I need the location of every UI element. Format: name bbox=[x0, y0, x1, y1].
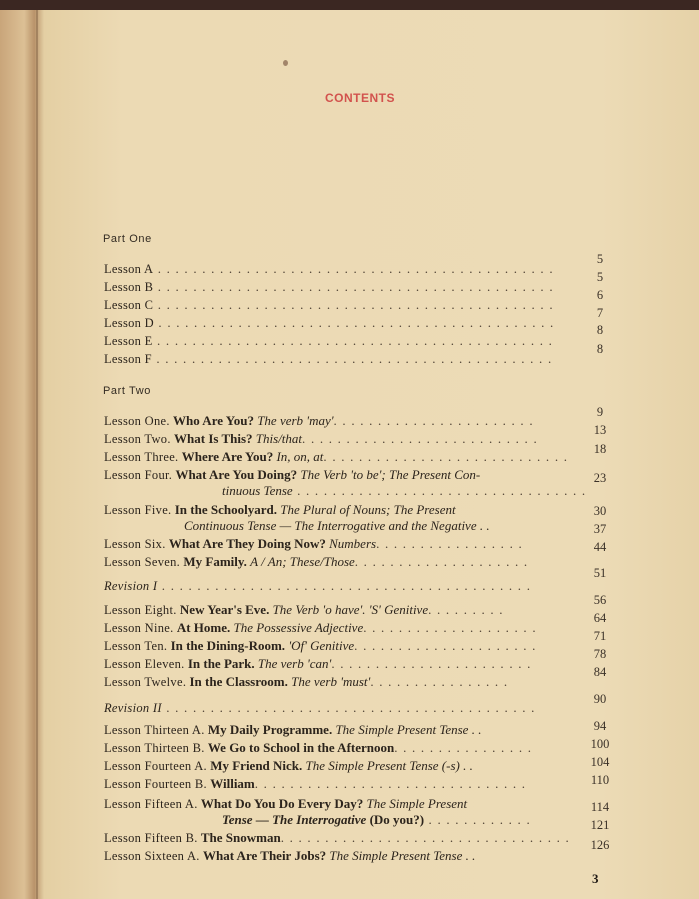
grammar-topic-cont-tail: (Do you?) bbox=[369, 812, 425, 827]
leader-dots: . . . . . . . . . . . . . . . . . . . . . . . bbox=[333, 413, 534, 428]
lesson-label: Lesson Twelve. bbox=[104, 675, 187, 689]
grammar-topic: The Verb 'o have'. 'S' Genitive bbox=[272, 602, 429, 617]
page-ref: 13 bbox=[593, 423, 607, 437]
lesson-label: Lesson Eleven. bbox=[104, 657, 185, 671]
lesson-title: My Friend Nick. bbox=[210, 758, 303, 773]
grammar-topic: The verb 'may' bbox=[257, 413, 334, 428]
toc-entry bbox=[104, 830, 570, 846]
part-one-heading: Part One bbox=[103, 233, 152, 245]
leader-dots: . . . . . . . . . . . . . . . . . . . . . . . . . . . . . . . bbox=[254, 776, 527, 791]
toc-entry bbox=[104, 333, 553, 349]
grammar-topic: The Simple Present bbox=[366, 796, 468, 811]
revision-label: Revision II bbox=[104, 701, 162, 715]
book-top-edge bbox=[0, 0, 699, 10]
page-ref: 104 bbox=[590, 755, 610, 769]
grammar-topic-cont: tinuous Tense bbox=[222, 483, 293, 498]
toc-entry bbox=[104, 536, 523, 552]
lesson-title: William bbox=[210, 776, 255, 791]
page-ref: 100 bbox=[590, 737, 610, 751]
page-ref: 84 bbox=[593, 665, 607, 679]
page-ref: 9 bbox=[596, 405, 604, 419]
toc-entry bbox=[104, 413, 534, 429]
toc-entry bbox=[104, 315, 554, 331]
toc-entry bbox=[104, 620, 537, 636]
lesson-label: Lesson D bbox=[104, 316, 154, 330]
page-ref: 78 bbox=[593, 647, 607, 661]
leader-dots: . . . . . . . . . . . . bbox=[424, 812, 531, 827]
spine-fold bbox=[36, 10, 38, 899]
lesson-label: Lesson C bbox=[104, 298, 154, 312]
toc-entry bbox=[104, 740, 532, 756]
page-ref: 114 bbox=[590, 800, 610, 814]
page-ref: 90 bbox=[593, 692, 607, 706]
lesson-title: The Snowman bbox=[200, 830, 281, 845]
toc-entry bbox=[104, 848, 475, 864]
toc-entry bbox=[104, 297, 554, 313]
leader-dots: . . . . . . . . . . . . . . . . . . . . . . . . . . . . . . . . . . . . . . . . . . . . . bbox=[153, 315, 555, 330]
leader-dots: . . . . . . . . . . . . . . . . . . . . bbox=[363, 620, 537, 635]
toc-entry bbox=[104, 776, 526, 792]
grammar-topic: The Simple Present Tense . . bbox=[329, 848, 476, 863]
page-ref: 8 bbox=[596, 342, 604, 356]
grammar-topic: 'Of' Genitive bbox=[288, 638, 355, 653]
lesson-label: Lesson A bbox=[104, 262, 154, 276]
lesson-title: In the Park. bbox=[187, 656, 255, 671]
lesson-label: Lesson Sixteen A. bbox=[104, 849, 200, 863]
toc-entry bbox=[104, 796, 467, 812]
grammar-topic: A / An; These/Those bbox=[250, 554, 355, 569]
leader-dots: . . . . . . . . . . . . . . . . . . . . . . . . . . . . . . . . . bbox=[292, 483, 587, 498]
grammar-topic-cont: Tense — The Interrogative bbox=[222, 812, 367, 827]
page-number: 3 bbox=[592, 871, 599, 886]
page-ref: 5 bbox=[596, 270, 604, 284]
lesson-label: Lesson E bbox=[104, 334, 153, 348]
lesson-label: Lesson One. bbox=[104, 414, 170, 428]
leader-dots: . . . . . . . . . . . . . . . . bbox=[394, 740, 533, 755]
grammar-topic-cont: Continuous Tense — The Interrogative and the Negative . . bbox=[184, 518, 490, 533]
lesson-label: Lesson Fourteen B. bbox=[104, 777, 207, 791]
leader-dots: . . . . . . . . . . . . . . . . . . . . . bbox=[354, 638, 537, 653]
page-ref: 23 bbox=[593, 471, 607, 485]
lesson-label: Lesson Three. bbox=[104, 450, 179, 464]
page-ref: 121 bbox=[590, 818, 610, 832]
toc-entry-continuation bbox=[222, 483, 586, 499]
toc-entry bbox=[104, 656, 532, 672]
grammar-topic: The Possessive Adjective bbox=[233, 620, 364, 635]
page-title: CONTENTS bbox=[325, 91, 395, 105]
page-ref: 44 bbox=[593, 540, 607, 554]
toc-entry bbox=[104, 758, 473, 774]
toc-entry bbox=[104, 261, 554, 277]
lesson-title: What Are You Doing? bbox=[175, 467, 298, 482]
toc-entry bbox=[104, 602, 504, 618]
toc-entry bbox=[104, 638, 537, 654]
page-ref: 18 bbox=[593, 442, 607, 456]
page-ref: 94 bbox=[593, 719, 607, 733]
grammar-topic: This/that bbox=[255, 431, 303, 446]
toc-entry bbox=[104, 279, 554, 295]
page-ref: 30 bbox=[593, 504, 607, 518]
lesson-label: Lesson Fourteen A. bbox=[104, 759, 207, 773]
leader-dots: . . . . . . . . . . . . . . . . . . . . . . . . . . . . bbox=[323, 449, 569, 464]
toc-entry bbox=[104, 502, 456, 518]
paper-spot bbox=[283, 60, 288, 66]
toc-entry-continuation bbox=[222, 812, 531, 828]
leader-dots: . . . . . . . . . . . . . . . . . . . . . . . . . . . . . . . . . . . . . . . . . . bbox=[161, 700, 536, 715]
leader-dots: . . . . . . . . . . . . . . . . . . . . . . . . . . . . . . . . . . . . . . . . . . . . . bbox=[153, 261, 554, 276]
lesson-label: Lesson Nine. bbox=[104, 621, 174, 635]
page-ref: 8 bbox=[596, 323, 604, 337]
lesson-title: My Daily Programme. bbox=[207, 722, 333, 737]
page-ref: 7 bbox=[596, 306, 604, 320]
lesson-label: Lesson Two. bbox=[104, 432, 171, 446]
page-ref: 110 bbox=[590, 773, 610, 787]
page-ref: 37 bbox=[593, 522, 607, 536]
page-ref: 56 bbox=[593, 593, 607, 607]
page-ref: 6 bbox=[596, 288, 604, 302]
lesson-title: What Do You Do Every Day? bbox=[200, 796, 364, 811]
grammar-topic: Numbers bbox=[329, 536, 377, 551]
leader-dots: . . . . . . . . . bbox=[428, 602, 504, 617]
lesson-label: Lesson Five. bbox=[104, 503, 172, 517]
lesson-label: Lesson Ten. bbox=[104, 639, 168, 653]
page-ref: 51 bbox=[593, 566, 607, 580]
lesson-label: Lesson F bbox=[104, 352, 152, 366]
page-ref: 64 bbox=[593, 611, 607, 625]
leader-dots: . . . . . . . . . . . . . . . . . . . . . . . . . . . . . . . . . . . . . . . . . . bbox=[157, 578, 532, 593]
lesson-label: Lesson Four. bbox=[104, 468, 173, 482]
toc-entry bbox=[104, 431, 538, 447]
page-ref: 126 bbox=[590, 838, 610, 852]
lesson-label: Lesson Six. bbox=[104, 537, 166, 551]
lesson-label: Lesson Fifteen B. bbox=[104, 831, 198, 845]
part-two-heading: Part Two bbox=[103, 385, 152, 397]
lesson-label: Lesson Thirteen B. bbox=[104, 741, 205, 755]
leader-dots: . . . . . . . . . . . . . . . . . . . . . . . . . . . . . . . . . . . . . . . . . . . . . bbox=[153, 279, 554, 294]
lesson-title: What Are They Doing Now? bbox=[168, 536, 326, 551]
grammar-topic: The Verb 'to be'; The Present Con- bbox=[300, 467, 481, 482]
toc-entry-continuation bbox=[184, 518, 490, 534]
lesson-title: What Is This? bbox=[174, 431, 253, 446]
page-ref: 5 bbox=[596, 252, 604, 266]
leader-dots: . . . . . . . . . . . . . . . . . . . . . . . . . . . . . . . . . . . . . . . . . . . . . bbox=[153, 297, 554, 312]
page-ref: 71 bbox=[593, 629, 607, 643]
grammar-topic: In, on, at bbox=[276, 449, 324, 464]
grammar-topic: The verb 'must' bbox=[291, 674, 371, 689]
leader-dots: . . . . . . . . . . . . . . . . . . . . . . . . . . . . . . . . . bbox=[280, 830, 570, 845]
lesson-title: Where Are You? bbox=[181, 449, 274, 464]
leader-dots: . . . . . . . . . . . . . . . . . . . . . . . bbox=[331, 656, 532, 671]
leader-dots: . . . . . . . . . . . . . . . . . . . . . . . . . . . . . . . . . . . . . . . . . . . . . bbox=[151, 351, 553, 366]
lesson-title: In the Classroom. bbox=[189, 674, 288, 689]
grammar-topic: The Simple Present Tense . . bbox=[335, 722, 482, 737]
lesson-label: Lesson B bbox=[104, 280, 154, 294]
lesson-title: In the Dining-Room. bbox=[170, 638, 286, 653]
leader-dots: . . . . . . . . . . . . . . . . . . . . . . . . . . . bbox=[302, 431, 538, 446]
toc-entry-revision bbox=[104, 700, 536, 716]
lesson-title: In the Schoolyard. bbox=[174, 502, 277, 517]
leader-dots: . . . . . . . . . . . . . . . . . . . . bbox=[354, 554, 529, 569]
toc-entry-revision bbox=[104, 578, 531, 594]
grammar-topic: The Plural of Nouns; The Present bbox=[280, 502, 456, 517]
lesson-title: My Family. bbox=[183, 554, 247, 569]
toc-entry bbox=[104, 467, 480, 483]
lesson-title: What Are Their Jobs? bbox=[202, 848, 327, 863]
lesson-label: Lesson Seven. bbox=[104, 555, 181, 569]
grammar-topic: The Simple Present Tense (-s) . . bbox=[305, 758, 473, 773]
lesson-title: At Home. bbox=[176, 620, 231, 635]
lesson-title: Who Are You? bbox=[173, 413, 254, 428]
toc-entry bbox=[104, 554, 528, 570]
toc-entry bbox=[104, 351, 552, 367]
toc-entry bbox=[104, 722, 481, 738]
toc-entry bbox=[104, 449, 568, 465]
leader-dots: . . . . . . . . . . . . . . . . . bbox=[376, 536, 523, 551]
lesson-label: Lesson Fifteen A. bbox=[104, 797, 198, 811]
leader-dots: . . . . . . . . . . . . . . . . bbox=[370, 674, 509, 689]
grammar-topic: The verb 'can' bbox=[257, 656, 332, 671]
lesson-title: We Go to School in the Afternoon bbox=[207, 740, 395, 755]
lesson-label: Lesson Thirteen A. bbox=[104, 723, 205, 737]
leader-dots: . . . . . . . . . . . . . . . . . . . . . . . . . . . . . . . . . . . . . . . . . . . . . bbox=[152, 333, 554, 348]
lesson-title: New Year's Eve. bbox=[179, 602, 270, 617]
toc-entry bbox=[104, 674, 508, 690]
lesson-label: Lesson Eight. bbox=[104, 603, 177, 617]
revision-label: Revision I bbox=[104, 579, 158, 593]
